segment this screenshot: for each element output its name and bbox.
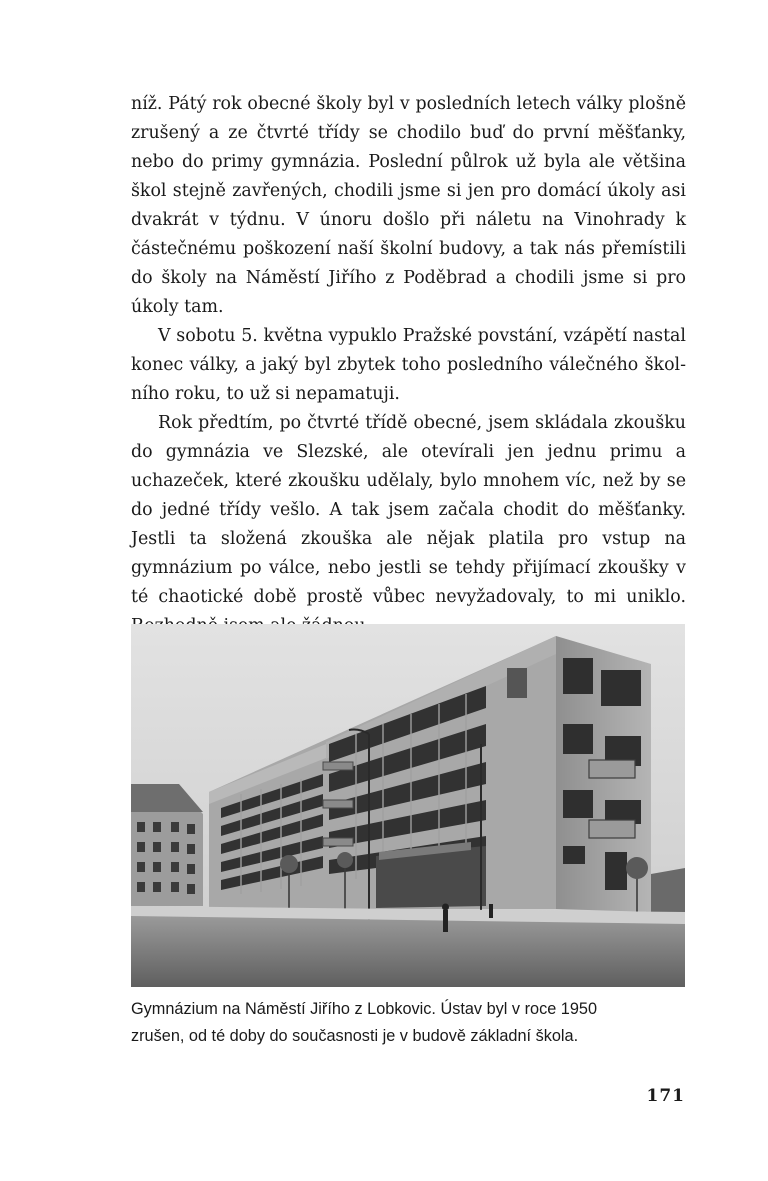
- caption-line-2: zrušen, od té doby do současnosti je v budově základní škola.: [131, 1027, 579, 1045]
- building-photo: [131, 624, 685, 987]
- caption-line-1: Gymnázium na Náměstí Jiřího z Lobkovic. Ústav byl v roce 1950: [131, 1000, 598, 1018]
- page-number: 171: [646, 1086, 685, 1106]
- paragraph-1: níž. Pátý rok obecné školy byl v posledních letech války plošně zrušený a ze čtvrté třídy se chodilo buď do první měšťanky, nebo do primy gymnázia. Poslední půlrok už byla ale většina škol stejně zavřených, chodili jsme si jen pro domácí úkoly asi dvakrát v týdnu. V únoru došlo při náletu na Vinohrady k částečnému poškození naší školní budovy, a tak nás přemístili do školy na Náměstí Jiřího z Poděbrad a chodili jsme si pro úkoly tam.: [131, 94, 686, 317]
- paragraph-2: V sobotu 5. května vypuklo Pražské povstání, vzápětí nastal konec války, a jaký byl zbytek toho posledního válečného školního roku, to už si nepamatuji.: [131, 326, 686, 404]
- body-text: [131, 90, 686, 641]
- figure-caption: [131, 996, 691, 1050]
- paragraph-3: Rok předtím, po čtvrté třídě obecné, jsem skládala zkoušku do gymnázia ve Slezské, ale otevírali jen jednu primu a uchazeček, které zkoušku udělaly, bylo mnohem víc, než by se do jedné třídy vešlo. A tak jsem začala chodit do měšťanky. Jestli ta složená zkouška ale nějak platila pro vstup na gymnázium po válce, nebo jestli se tehdy přijímací zkoušky v té chaotické době prostě vůbec nevyžadovaly, to mi uniklo.: [131, 413, 686, 607]
